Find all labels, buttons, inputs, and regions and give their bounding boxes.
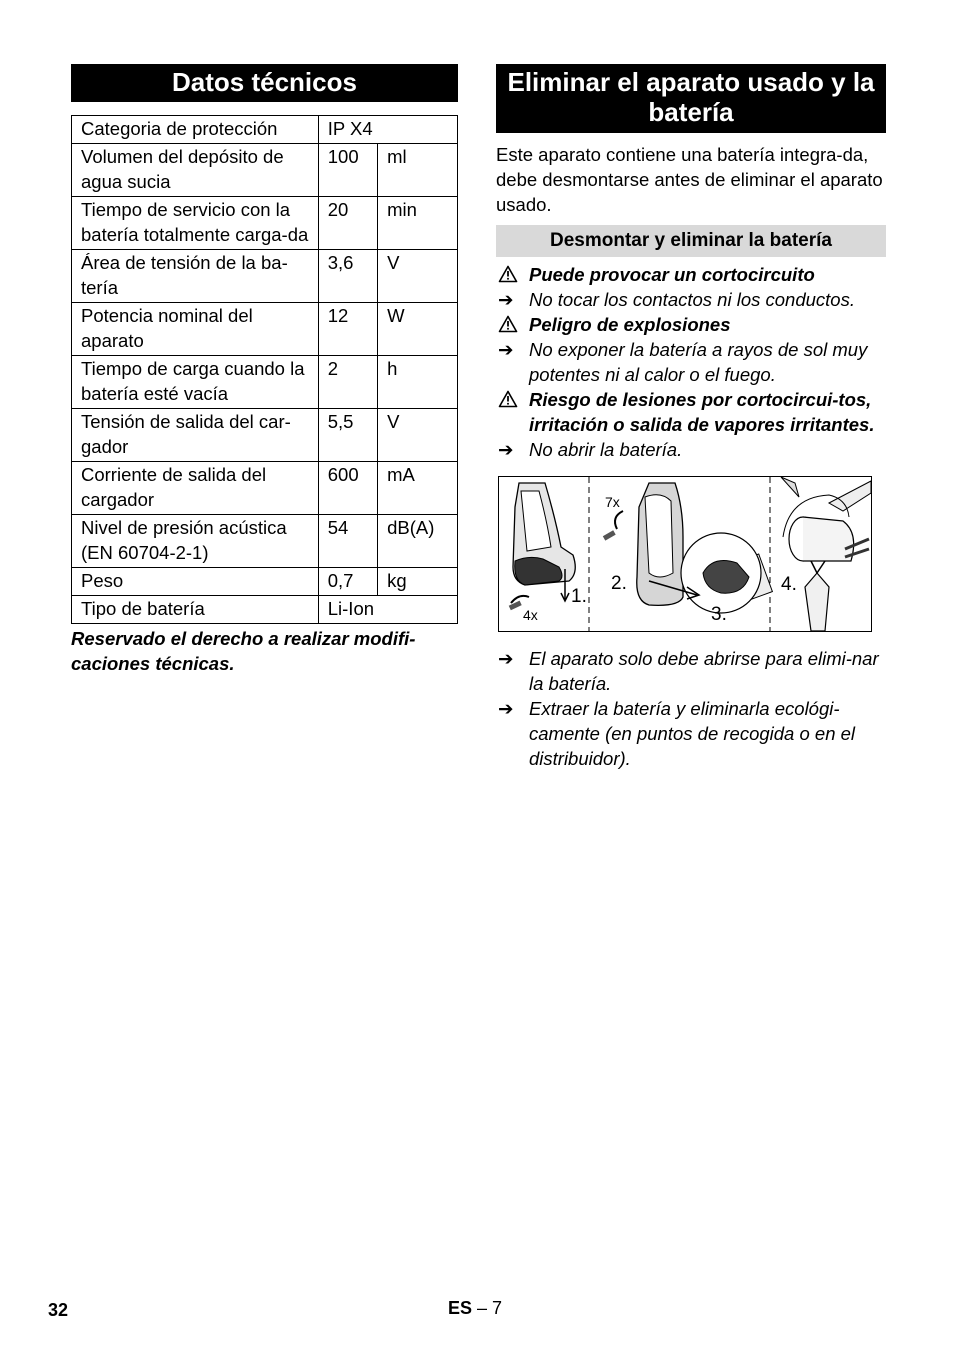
battery-removal-illustration: [498, 476, 872, 632]
technical-data-table: [71, 115, 458, 624]
instruction-item: [496, 287, 886, 312]
item-text: No tocar los contactos ni los conductos.: [529, 289, 855, 310]
spec-value: 5,5: [318, 409, 377, 462]
spec-value: 0,7: [318, 568, 377, 596]
instruction-item: [496, 337, 886, 387]
item-text: No exponer la batería a rayos de sol muy potentes ni al calor o el fuego.: [529, 339, 868, 385]
table-row: [72, 462, 458, 515]
table-row: [72, 303, 458, 356]
table-row: [72, 197, 458, 250]
item-text: Extraer la batería y eliminarla ecológi-camente (en puntos de recogida o en el distribuidor).: [529, 698, 856, 769]
spec-value: 3,6: [318, 250, 377, 303]
item-text: Peligro de explosiones: [529, 314, 731, 335]
instruction-item: [496, 646, 886, 696]
item-text: Riesgo de lesiones por cortocircui-tos, irritación o salida de vapores irritantes.: [529, 389, 875, 435]
table-row: [72, 409, 458, 462]
spec-value: Li-Ion: [318, 596, 457, 624]
arrow-right-icon: ➔: [498, 289, 514, 310]
page-number: 32: [48, 1300, 69, 1320]
table-row: [72, 568, 458, 596]
spec-label: Nivel de presión acústica (EN 60704-2-1): [72, 515, 319, 568]
arrow-right-icon: ➔: [498, 698, 514, 719]
spec-value: 2: [318, 356, 377, 409]
spec-unit: dB(A): [378, 515, 458, 568]
technical-data-column: [71, 64, 458, 676]
warning-item: [496, 312, 886, 337]
instruction-item: [496, 696, 886, 771]
spec-value: IP X4: [318, 116, 457, 144]
arrow-right-icon: ➔: [498, 339, 514, 360]
spec-label: Volumen del depósito de agua sucia: [72, 144, 319, 197]
section-page-number: – 7: [477, 1298, 503, 1318]
screw-count-7x: 7x: [605, 494, 620, 510]
spec-value: 100: [318, 144, 377, 197]
table-row: [72, 144, 458, 197]
spec-unit: W: [378, 303, 458, 356]
rights-reserved-note: Reservado el derecho a realizar modifi-caciones técnicas.: [71, 628, 416, 674]
screw-count-4x: 4x: [523, 607, 538, 623]
item-text: Puede provocar un cortocircuito: [529, 264, 815, 285]
warning-triangle-icon: [498, 265, 518, 283]
spec-unit: V: [378, 250, 458, 303]
warning-triangle-icon: [498, 315, 518, 333]
spec-label: Potencia nominal del aparato: [72, 303, 319, 356]
table-row: [72, 356, 458, 409]
spec-label: Tiempo de carga cuando la batería esté vacía: [72, 356, 319, 409]
step-4-label: 4.: [781, 574, 797, 595]
disposal-intro: Este aparato contiene una batería integra-da, debe desmontarse antes de eliminar el aparato usado.: [496, 144, 883, 215]
spec-label: Peso: [72, 568, 319, 596]
spec-label: Área de tensión de la ba-tería: [72, 250, 319, 303]
battery-removal-subheading: Desmontar y eliminar la batería: [496, 225, 886, 257]
spec-unit: min: [378, 197, 458, 250]
spec-value: 20: [318, 197, 377, 250]
spec-unit: h: [378, 356, 458, 409]
item-text: No abrir la batería.: [529, 439, 683, 460]
step-1-label: 1.: [571, 586, 587, 607]
table-row: [72, 250, 458, 303]
spec-unit: mA: [378, 462, 458, 515]
technical-data-title: Datos técnicos: [71, 64, 458, 102]
disposal-title: Eliminar el aparato usado y la batería: [496, 64, 886, 133]
spec-label: Categoria de protección: [72, 116, 319, 144]
table-row: [72, 515, 458, 568]
disposal-instructions-list: [496, 646, 886, 771]
spec-label: Corriente de salida del cargador: [72, 462, 319, 515]
table-row: [72, 596, 458, 624]
spec-label: Tiempo de servicio con la batería totalmente carga-da: [72, 197, 319, 250]
step-3-label: 3.: [711, 604, 727, 625]
arrow-right-icon: ➔: [498, 439, 514, 460]
spec-label: Tensión de salida del car-gador: [72, 409, 319, 462]
item-text: El aparato solo debe abrirse para elimi-nar la batería.: [529, 648, 879, 694]
language-code: ES: [448, 1298, 473, 1318]
battery-removal-drawing: [499, 477, 871, 631]
spec-value: 54: [318, 515, 377, 568]
step-2-label: 2.: [611, 573, 627, 594]
table-row: [72, 116, 458, 144]
safety-instructions-list: [496, 262, 886, 462]
spec-unit: V: [378, 409, 458, 462]
instruction-item: [496, 437, 886, 462]
spec-unit: kg: [378, 568, 458, 596]
warning-item: [496, 387, 886, 437]
spec-value: 12: [318, 303, 377, 356]
disposal-column: [496, 64, 886, 771]
spec-value: 600: [318, 462, 377, 515]
spec-unit: ml: [378, 144, 458, 197]
warning-item: [496, 262, 886, 287]
language-page-marker: [448, 1298, 502, 1319]
arrow-right-icon: ➔: [498, 648, 514, 669]
warning-triangle-icon: [498, 390, 518, 408]
spec-label: Tipo de batería: [72, 596, 319, 624]
